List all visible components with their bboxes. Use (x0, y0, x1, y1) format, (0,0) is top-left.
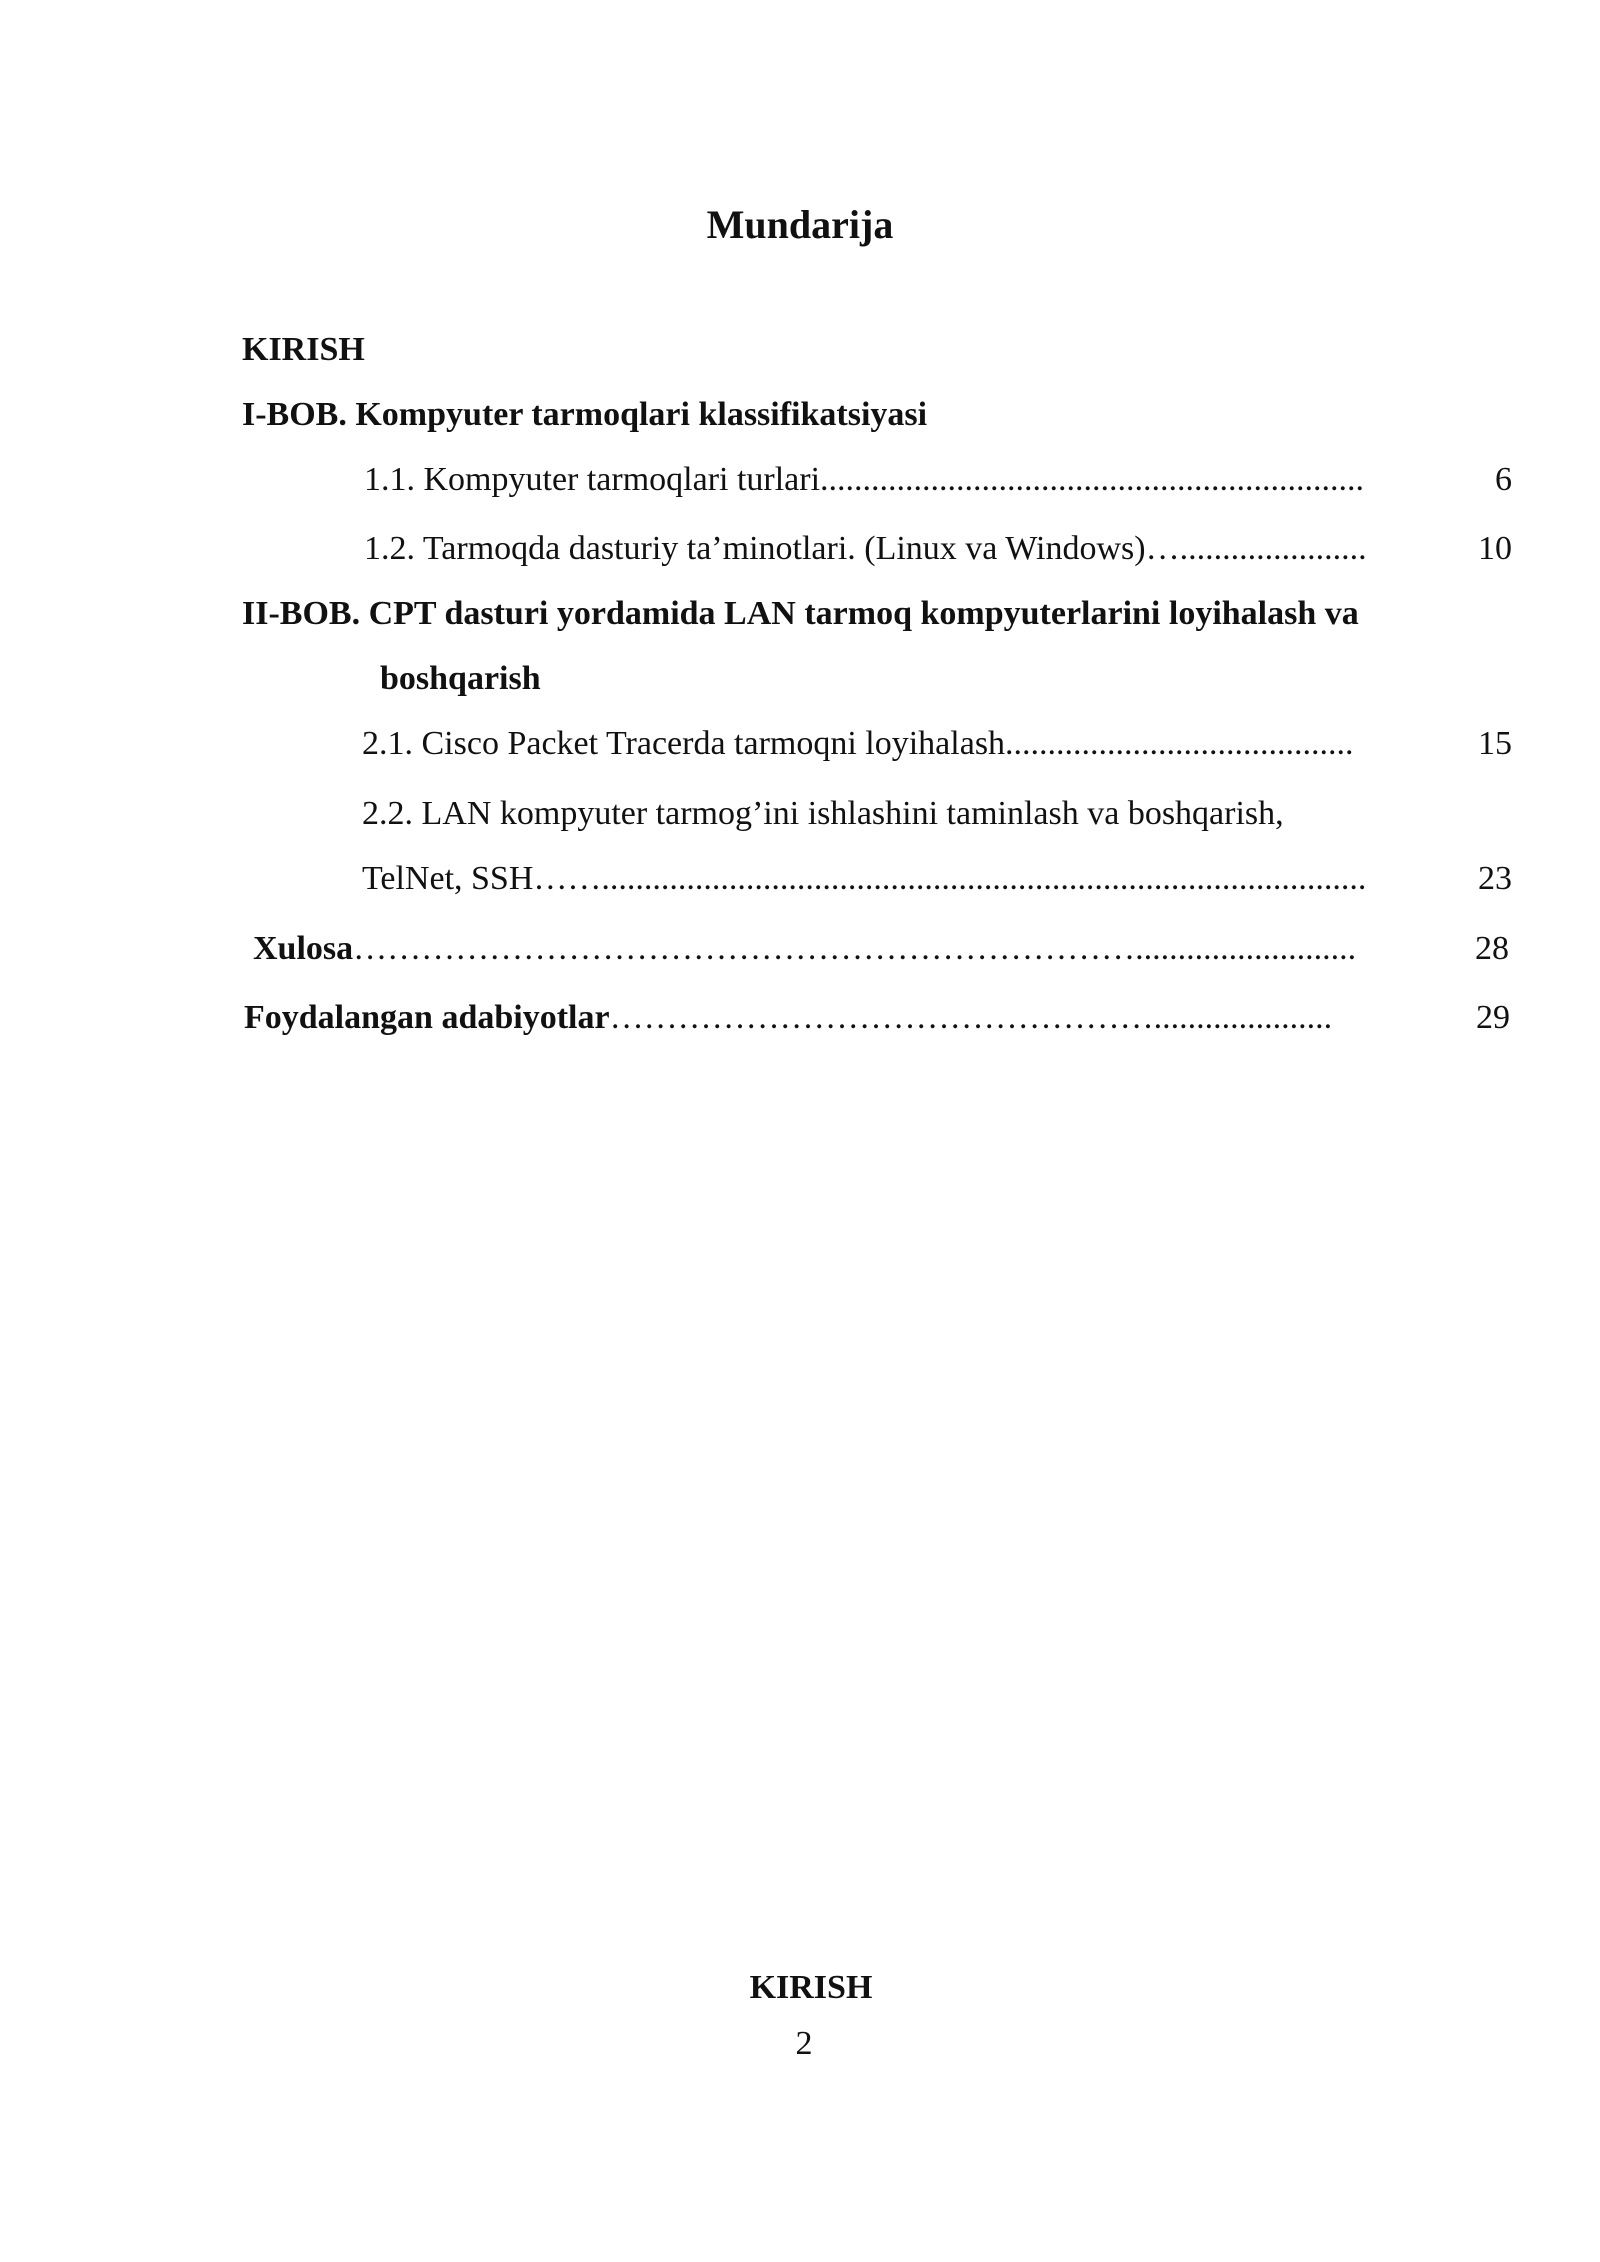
toc-item-1-2-page: 10 (1478, 530, 1512, 567)
toc-item-2-1 (362, 721, 1512, 767)
toc-chapter2-title-line2: boshqarish (380, 660, 541, 697)
toc-item-2-2-page: 23 (1478, 860, 1512, 897)
toc-item-2-1-page: 15 (1478, 725, 1512, 762)
toc-xulosa-dots: …………………………………………………………….......................... (353, 930, 1357, 967)
next-section-heading: KIRISH (749, 1969, 873, 2006)
toc-chapter1-title: I-BOB. Kompyuter tarmoqlari klassifikatsiyasi (242, 396, 928, 433)
toc-xulosa (253, 926, 1509, 972)
toc-item-1-2 (364, 526, 1512, 572)
toc-chapter2-title-line1: II-BOB. CPT dasturi yordamida LAN tarmoq kompyuterlarini loyihalash va (242, 595, 1359, 632)
toc-xulosa-page: 28 (1475, 930, 1509, 967)
toc-item-2-2-dots: …….......................................................................................... (533, 860, 1367, 897)
toc-item-1-2-text: 1.2. Tarmoqda dasturiy ta’minotlari. (Linux va Windows) (364, 530, 1146, 567)
toc-item-1-2-dots: …...................... (1145, 530, 1367, 567)
toc-item-2-1-dots: ......................................... (1005, 725, 1354, 762)
page-title: Mundarija (706, 202, 894, 247)
toc-adabiyotlar (244, 995, 1510, 1041)
toc-item-2-2-text-line1: 2.2. LAN kompyuter tarmog’ini ishlashini taminlash va boshqarish, (362, 795, 1284, 832)
page-number: 2 (795, 2025, 813, 2062)
toc-adabiyotlar-dots: …………………………………………..................... (609, 999, 1333, 1036)
toc-item-2-1-text: 2.1. Cisco Packet Tracerda tarmoqni loyihalash (362, 725, 1006, 762)
toc-kirish: KIRISH (242, 331, 365, 368)
toc-item-2-2 (362, 856, 1512, 902)
toc-item-1-1 (364, 457, 1512, 503)
toc-item-1-1-page: 6 (1495, 461, 1512, 498)
toc-adabiyotlar-text: Foydalangan adabiyotlar (244, 999, 610, 1036)
toc-item-1-1-text: 1.1. Kompyuter tarmoqlari turlari (364, 461, 821, 498)
toc-item-1-1-dots: ................................................................ (820, 461, 1365, 498)
toc-xulosa-text: Xulosa (253, 930, 354, 967)
toc-item-2-2-text-line2: TelNet, SSH (362, 860, 534, 897)
toc-adabiyotlar-page: 29 (1476, 999, 1510, 1036)
